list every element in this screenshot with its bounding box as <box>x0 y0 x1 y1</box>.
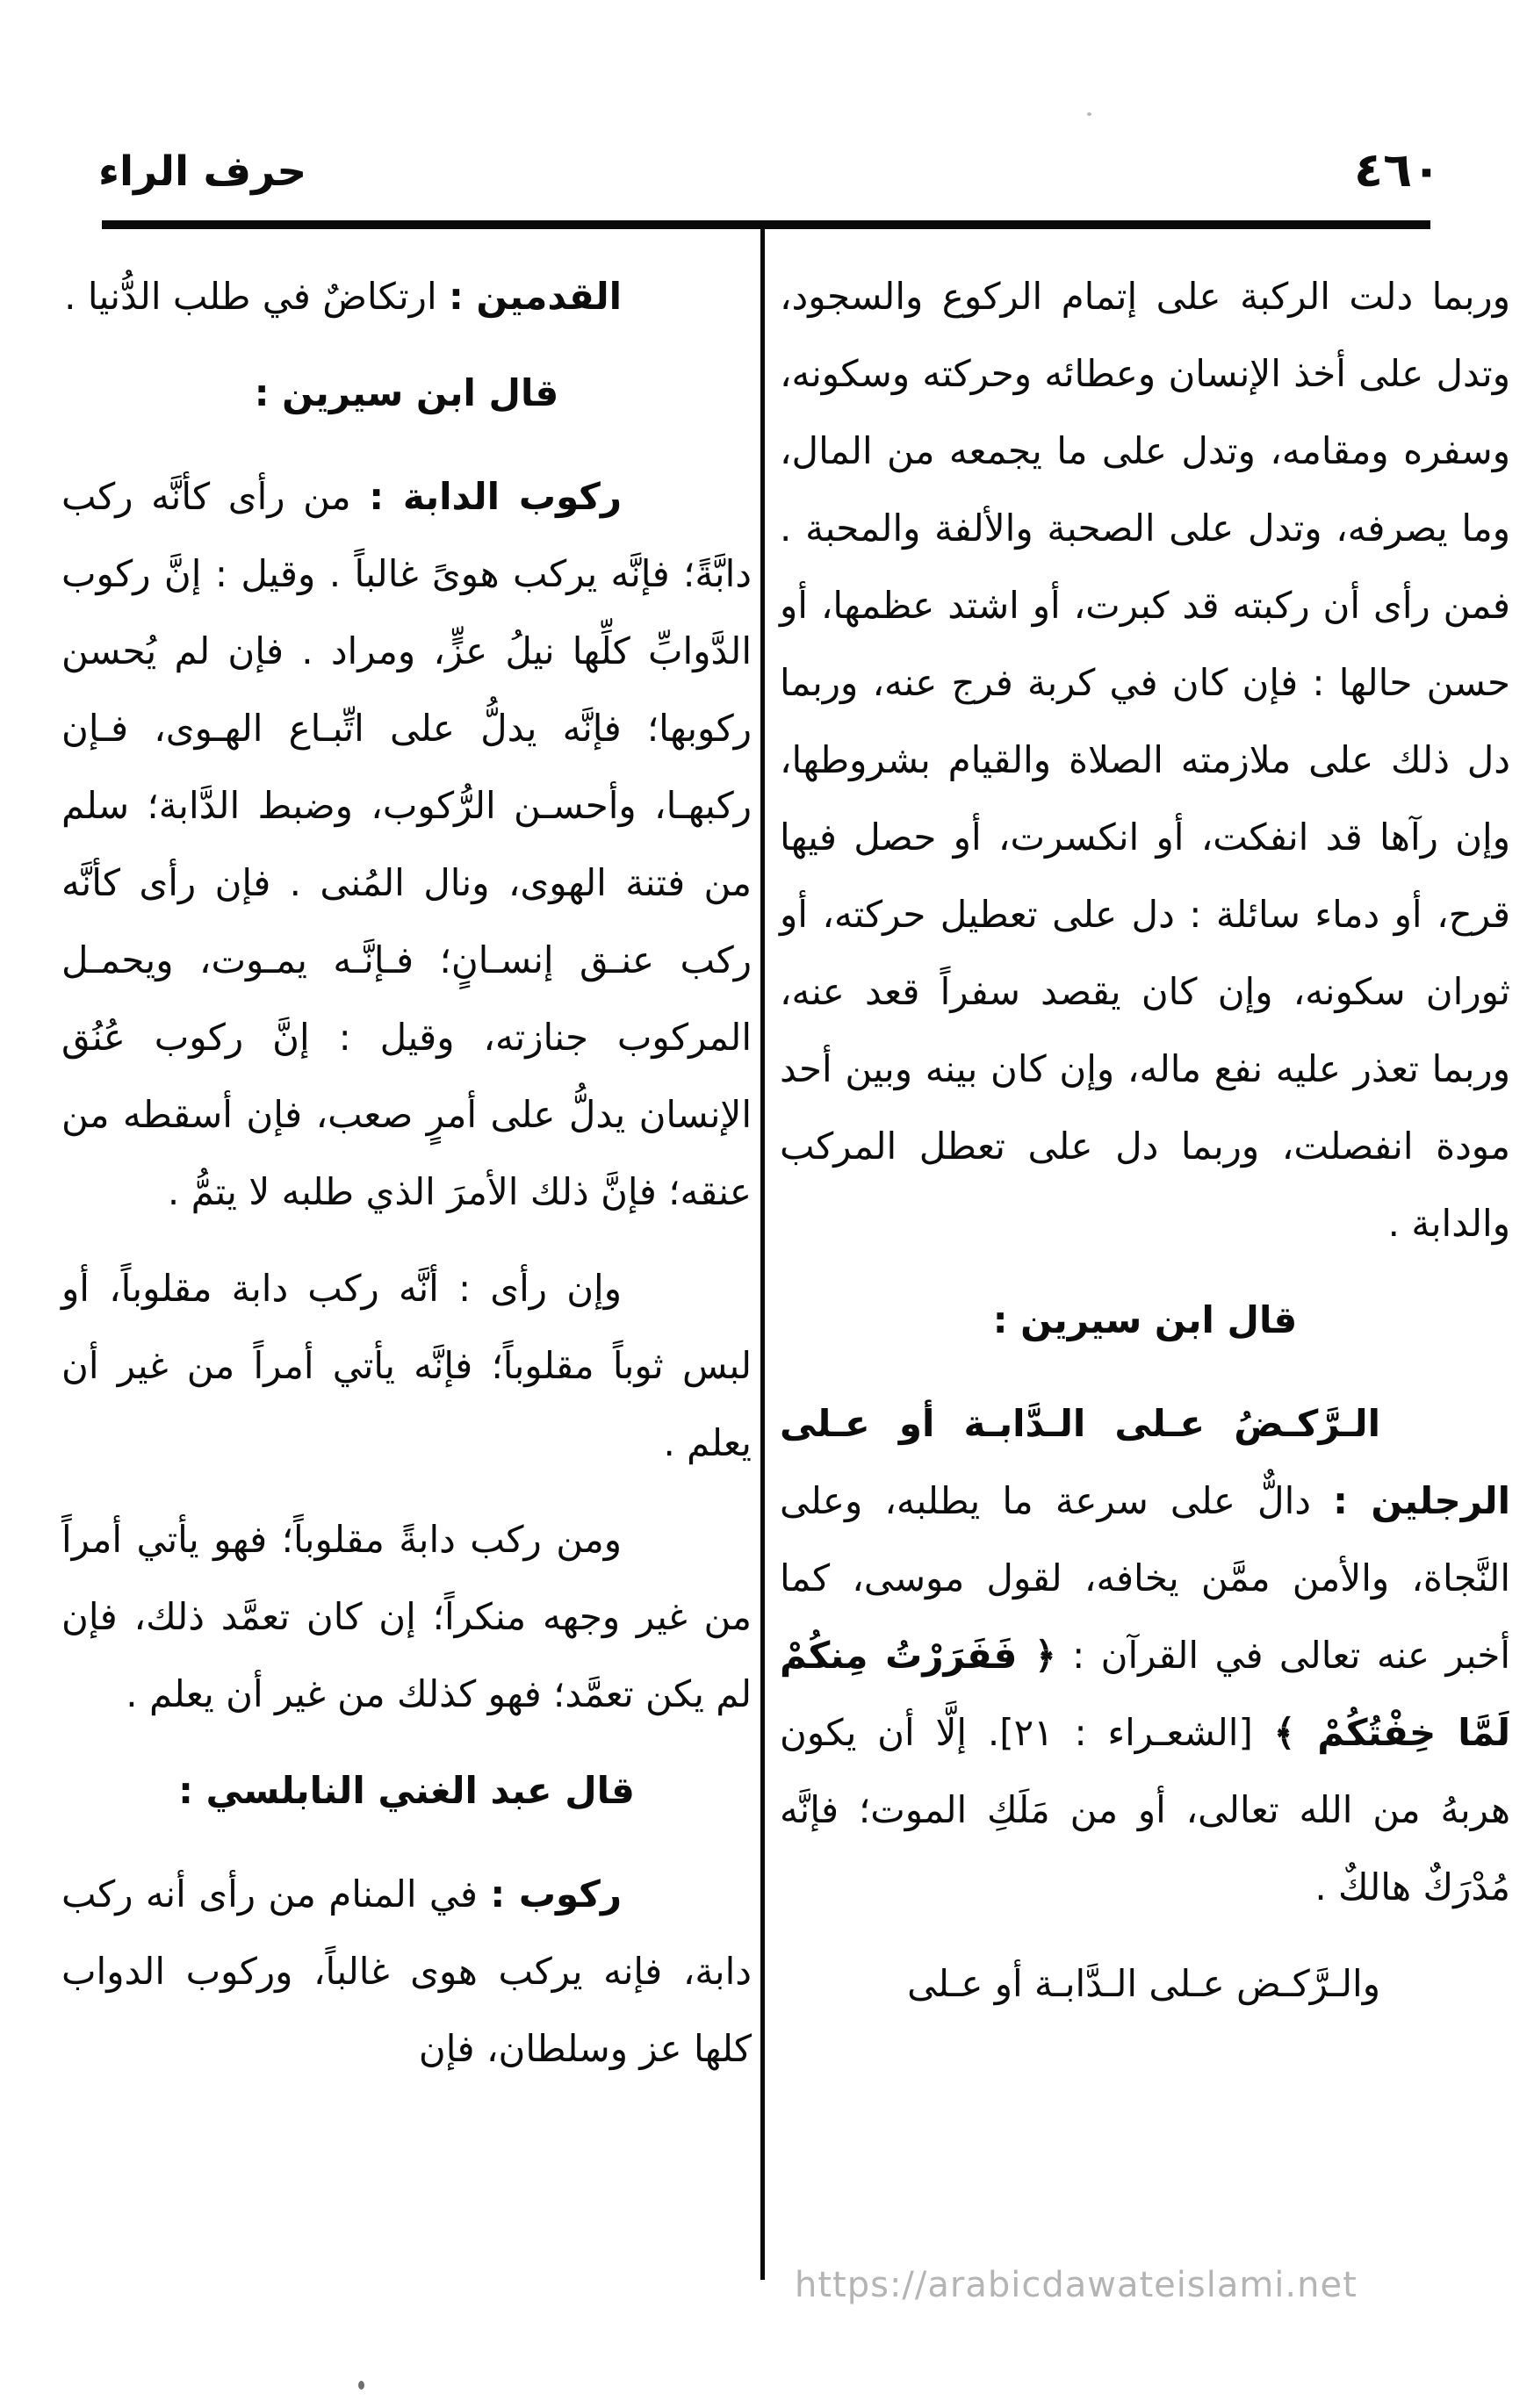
source-heading-nabulsi: قال عبد الغني النابلسي : <box>178 1769 635 1812</box>
paragraph <box>61 1501 752 1733</box>
paragraph-text: وإن رأى : أنَّه ركب دابة مقلوباً، أو لبس ثوباً مقلوباً؛ فإنَّه يأتي أمراً من غير أن يعلم . <box>61 1267 752 1464</box>
paragraph <box>61 1250 752 1482</box>
paragraph-text: ارتكاضٌ في طلب الدُّنيا . <box>64 275 449 318</box>
paragraph-text: إلَّا أن يكون هربهُ من الله تعالى، أو من مَلَكِ الموت؛ فإنَّه مُدْرَكٌ هالكٌ . <box>780 1711 1510 1908</box>
paragraph-text: من رأى كأنَّه ركب دابَّةً؛ فإنَّه يركب هوىً غالباً . وقيل : إنَّ ركوب الدَّوابِّ كلِّها نيلُ عزٍّ، ومراد . فإن لم يُحسن ركوبها؛ فإنَّه يدلُّ على اتِّبـاع الهـوى، فـإن ركبهـا، وأحسـن الرُّكوب، وضبط الدَّابة؛ سلم من فتنة الهوى، ونال المُنى . فإن رأى كأنَّه ركب عنـق إنسـانٍ؛ فـإنَّـه يمـوت، ويحمـل المركوب جنازته، وقيل : إنَّ ركوب عُنُق الإنسان يدلُّ على أمرٍ صعب، فإن أسقطه من عنقه؛ فإنَّ ذلك الأمرَ الذي طلبه لا يتمُّ . <box>61 475 752 1213</box>
entry-keyword: الـرَّكـضُ عـلى الـدَّابـة أو عـلى الرجلين : <box>780 1402 1511 1522</box>
scan-speck <box>1087 112 1091 116</box>
quran-verse: ﴿ فَفَرَرْتُ مِنكُمْ لَمَّا خِفْتُكُمْ ﴾ <box>780 1634 1510 1754</box>
entry-keyword: ركوب الدابة : <box>369 475 623 518</box>
chapter-title: حرف الراء <box>98 147 307 196</box>
entry-keyword: ركوب : <box>490 1872 622 1916</box>
paragraph <box>61 458 752 1231</box>
header-rule <box>102 220 1430 229</box>
paragraph-text: والـرَّكـض عـلى الـدَّابـة أو عـلى <box>907 1962 1380 2005</box>
verse-reference: [الشعـراء : ٢١]. <box>967 1711 1274 1754</box>
paragraph <box>61 1856 752 2088</box>
scan-speck <box>553 897 557 901</box>
paragraph-text: دالٌّ على سرعة ما يطلبه، وعلى النَّجاة، والأمن ممَّن يخافه، لقول موسى، كما أخبر عنه تعالى في القرآن : <box>780 1479 1510 1677</box>
source-heading-ibn-sirin: قال ابن سيرين : <box>254 371 559 414</box>
page-number: ٤٦٠ <box>1354 142 1441 198</box>
left-column <box>61 258 752 2088</box>
paragraph <box>780 258 1510 1262</box>
paragraph <box>780 1945 1510 2023</box>
column-divider <box>760 224 765 2280</box>
paragraph <box>780 1385 1510 1926</box>
paragraph-text: وربما دلت الركبة على إتمام الركوع والسجود، وتدل على أخذ الإنسان وعطائه وحركته وسكونه، وسفره ومقامه، وتدل على ما يجمعه من المال، وما يصرفه، وتدل على الصحبة والألفة والمحبة . فمن رأى أن ركبته قد كبرت، أو اشتد عظمها، أو حسن حالها : فإن كان في كربة فرج عنه، وربما دل ذلك على ملازمته الصلاة والقيام بشروطها، وإن رآها قد انفكت، أو انكسرت، أو حصل فيها قرح، أو دماء سائلة : دل على تعطيل حركته، أو ثوران سكونه، وإن كان يقصد سفراً قعد عنه، وربما تعذر عليه نفع ماله، وإن كان بينه وبين أحد مودة انفصلت، وربما دل على تعطل المركب والدابة . <box>780 275 1510 1245</box>
source-heading-ibn-sirin: قال ابن سيرين : <box>992 1298 1298 1341</box>
paragraph <box>61 258 752 335</box>
entry-keyword: القدمين : <box>448 275 622 318</box>
right-column <box>780 258 1510 2023</box>
paragraph-text: ومن ركب دابةً مقلوباً؛ فهو يأتي أمراً من غير وجهه منكراً؛ إن كان تعمَّد ذلك، فإن لم يكن تعمَّد؛ فهو كذلك من غير أن يعلم . <box>61 1518 752 1715</box>
site-watermark: https://arabicdawateislami.net <box>795 2265 1358 2305</box>
scan-speck <box>358 2381 364 2390</box>
paragraph-text: في المنام من رأى أنه ركب دابة، فإنه يركب هوى غالباً، وركوب الدواب كلها عز وسلطان، فإن <box>61 1872 752 2070</box>
